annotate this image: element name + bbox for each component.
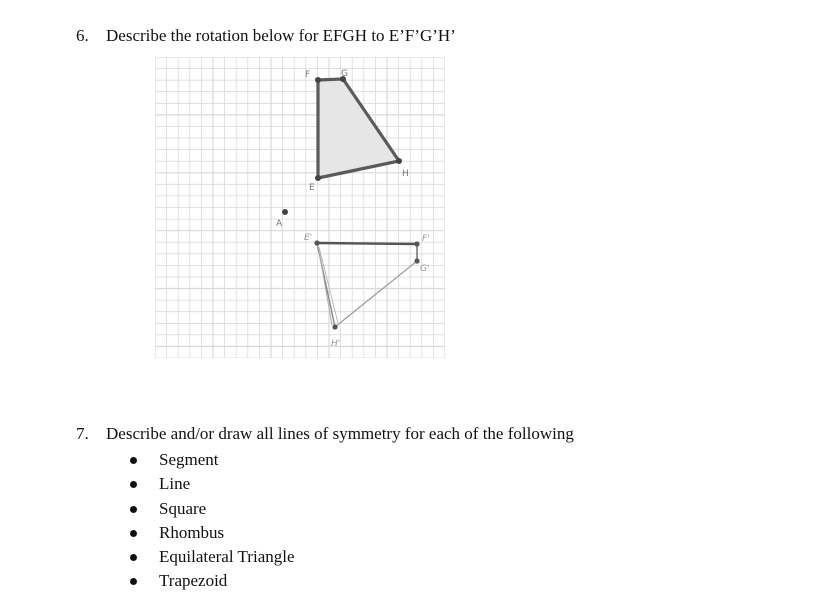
question-7-text: Describe and/or draw all lines of symmetry for each of the following <box>106 424 574 443</box>
point-f-prime <box>414 241 419 246</box>
point-g-prime <box>414 258 419 263</box>
point-e <box>315 175 321 181</box>
label-h: H <box>402 169 409 179</box>
list-item-label: Rhombus <box>159 522 225 542</box>
list-item-equilateral-triangle <box>128 545 295 569</box>
label-h-prime: H' <box>331 339 341 349</box>
bullet-icon <box>130 530 137 537</box>
question-7 <box>76 424 574 444</box>
bullet-icon <box>130 457 137 464</box>
list-item-segment <box>128 448 295 472</box>
label-g-prime: G' <box>420 264 430 274</box>
rotation-grid-figure <box>155 57 445 358</box>
point-e-prime <box>314 240 319 245</box>
point-f <box>315 77 321 83</box>
bullet-icon <box>130 506 137 513</box>
symmetry-shape-list <box>128 448 295 594</box>
list-item-label: Equilateral Triangle <box>159 547 295 567</box>
question-6 <box>76 26 456 46</box>
list-item-label: Trapezoid <box>159 571 228 591</box>
label-e-prime: E' <box>304 233 313 243</box>
list-item-label: Segment <box>159 450 219 469</box>
list-item-label: Line <box>159 474 191 494</box>
list-item-square <box>128 497 295 521</box>
label-f-prime: F' <box>422 234 430 244</box>
bullet-icon <box>130 578 137 585</box>
segment-e-prime-f-prime <box>317 243 417 244</box>
point-h <box>396 158 402 164</box>
point-h-prime <box>332 324 337 329</box>
point-a <box>282 209 288 215</box>
list-item-label: Square <box>159 498 207 518</box>
question-7-number: 7. <box>76 424 89 443</box>
list-item-line <box>128 472 295 496</box>
label-a: A <box>276 219 283 229</box>
bullet-icon <box>130 481 137 488</box>
label-f: F <box>305 70 311 80</box>
list-item-trapezoid <box>128 569 295 593</box>
bullet-icon <box>130 554 137 561</box>
list-item-rhombus <box>128 521 295 545</box>
question-6-text: Describe the rotation below for EFGH to E’F’G’H’ <box>106 26 456 45</box>
label-e: E <box>309 183 315 193</box>
label-g: G <box>341 69 348 79</box>
question-6-number: 6. <box>76 26 89 45</box>
